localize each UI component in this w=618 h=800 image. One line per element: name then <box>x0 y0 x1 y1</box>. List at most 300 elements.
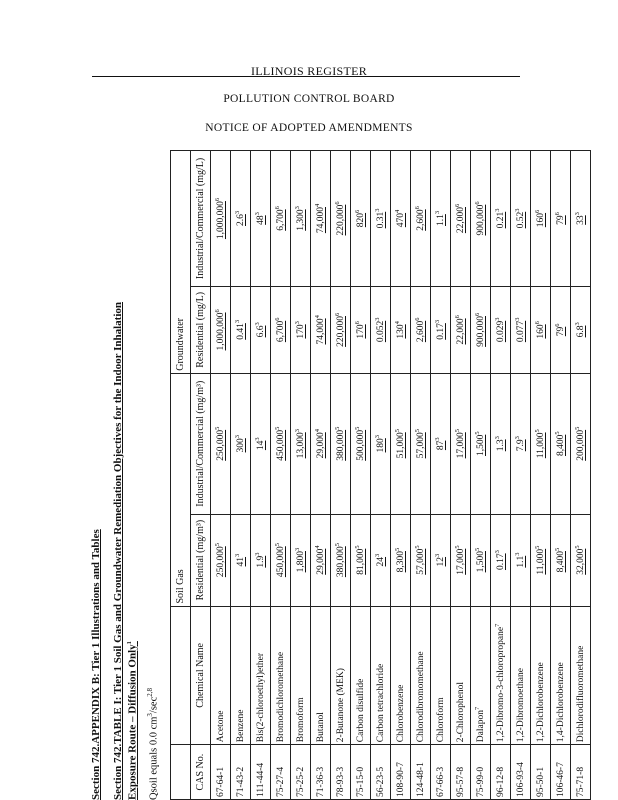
chemical-name-cell <box>231 606 251 745</box>
soil-gas-industrial-cell <box>431 373 451 514</box>
groundwater-residential-value: 900,000 <box>476 316 487 347</box>
soil-gas-residential-value: 450,000 <box>276 546 287 578</box>
soil-gas-industrial-value: 13,000 <box>296 432 307 459</box>
groundwater-residential-value: 0.17 <box>436 323 447 340</box>
soil-gas-residential-value: 1,800 <box>296 551 307 573</box>
groundwater-residential-cell <box>551 286 571 373</box>
table-row <box>271 151 291 800</box>
groundwater-industrial-value: 220,000 <box>336 204 347 236</box>
soil-gas-residential-value: 1.1 <box>516 555 527 568</box>
chemical-name-footnote: 7 <box>494 623 502 627</box>
header-gw-industrial: Industrial/Commercial (mg/L) <box>191 151 211 287</box>
value-footnote: 6 <box>414 206 422 210</box>
groundwater-industrial-cell <box>571 151 591 287</box>
groundwater-industrial-cell <box>511 151 531 287</box>
value-footnote: 5 <box>554 547 562 552</box>
table-row <box>251 151 271 800</box>
value-footnote: 6 <box>274 206 282 210</box>
table-title-text: Exposure Route – Diffusion Only <box>126 644 139 800</box>
header-sg-residential: Residential (mg/m³) <box>191 514 211 606</box>
groundwater-industrial-value: 74,000 <box>316 207 327 234</box>
groundwater-industrial-cell <box>231 151 251 287</box>
table-row <box>471 151 491 800</box>
value-footnote: 3 <box>374 434 382 439</box>
value-footnote: 3 <box>234 434 242 439</box>
groundwater-residential-cell <box>431 286 451 373</box>
soil-gas-industrial-cell <box>511 373 531 514</box>
soil-gas-industrial-value: 14 <box>256 440 267 451</box>
soil-gas-industrial-cell <box>271 373 291 514</box>
value-footnote: 5 <box>554 431 562 435</box>
groundwater-residential-cell <box>391 286 411 373</box>
groundwater-residential-value: 1,000,000 <box>216 312 227 351</box>
chemical-name-cell <box>251 606 271 745</box>
groundwater-residential-value: 220,000 <box>336 316 347 347</box>
soil-gas-residential-cell <box>311 514 331 606</box>
table-row <box>571 151 591 800</box>
soil-gas-residential-value: 8,300 <box>396 551 407 573</box>
value-footnote: 6 <box>474 201 482 205</box>
value-footnote: 3 <box>254 322 262 326</box>
groundwater-industrial-cell <box>251 151 271 287</box>
value-footnote: 5 <box>354 426 362 430</box>
groundwater-industrial-cell <box>551 151 571 287</box>
value-footnote: 3 <box>234 210 242 215</box>
soil-gas-industrial-cell <box>571 373 591 514</box>
groundwater-residential-cell <box>511 286 531 373</box>
groundwater-residential-value: 160 <box>536 324 547 339</box>
value-footnote: 3 <box>234 319 242 324</box>
groundwater-residential-cell <box>531 286 551 373</box>
value-footnote: 3 <box>254 552 262 556</box>
soil-gas-residential-value: 0.17 <box>496 553 507 571</box>
chemical-name-cell <box>371 606 391 745</box>
value-footnote: 3 <box>254 437 262 441</box>
value-footnote: 6 <box>454 203 462 207</box>
groundwater-industrial-value: 0.31 <box>376 211 387 229</box>
soil-gas-residential-cell <box>211 514 231 606</box>
groundwater-residential-cell <box>571 286 591 373</box>
header-cas: CAS No. <box>191 745 211 800</box>
soil-gas-industrial-cell <box>371 373 391 514</box>
value-footnote: 3 <box>434 553 442 557</box>
soil-gas-industrial-cell <box>551 373 571 514</box>
soil-gas-residential-cell <box>291 514 311 606</box>
table-title-line2 <box>126 641 139 800</box>
groundwater-residential-value: 6,700 <box>276 320 287 343</box>
soil-gas-residential-cell <box>511 514 531 606</box>
soil-gas-residential-value: 57,000 <box>416 548 427 575</box>
soil-gas-residential-cell <box>371 514 391 606</box>
soil-gas-residential-cell <box>231 514 251 606</box>
chemical-name-cell <box>571 606 591 745</box>
table-row <box>411 151 431 800</box>
groundwater-industrial-value: 33 <box>576 215 587 225</box>
chemical-name-cell <box>351 606 371 745</box>
value-footnote: 6 <box>274 317 282 321</box>
value-footnote: 5 <box>334 426 342 430</box>
groundwater-residential-cell <box>211 286 231 373</box>
board-header: POLLUTION CONTROL BOARD <box>223 93 395 105</box>
groundwater-residential-cell <box>491 286 511 373</box>
groundwater-residential-value: 0.077 <box>516 320 527 343</box>
soil-gas-industrial-value: 29,000 <box>316 432 327 459</box>
soil-gas-residential-cell <box>551 514 571 606</box>
cas-number-cell: 95-50-1 <box>531 745 551 800</box>
chemical-name: Acetone <box>215 710 226 743</box>
groundwater-residential-cell <box>451 286 471 373</box>
value-footnote: 4 <box>394 321 402 325</box>
soil-gas-industrial-value: 8,400 <box>556 434 567 457</box>
soil-gas-industrial-value: 300 <box>236 438 247 453</box>
value-footnote: 3 <box>294 429 302 433</box>
cas-number-cell: 106-46-7 <box>551 745 571 800</box>
chemical-name-cell <box>291 606 311 745</box>
chemical-name-cell <box>211 606 231 745</box>
groundwater-industrial-value: 900,000 <box>476 204 487 236</box>
header-gw-residential: Residential (mg/L) <box>191 286 211 373</box>
value-footnote: 6 <box>474 312 482 317</box>
value-footnote: 3 <box>514 436 522 440</box>
groundwater-industrial-cell <box>431 151 451 287</box>
chemical-name: 1,2-Dichlorobenzene <box>535 662 546 743</box>
groundwater-residential-value: 2,600 <box>416 320 427 343</box>
groundwater-residential-value: 130 <box>396 324 407 339</box>
qsoil-text: Qsoil equals 0.0 cm <box>148 716 160 800</box>
cas-number-cell: 95-57-8 <box>451 745 471 800</box>
groundwater-residential-value: 0.029 <box>496 320 507 343</box>
soil-gas-industrial-cell <box>331 373 351 514</box>
value-footnote: 5 <box>534 545 542 549</box>
groundwater-residential-cell <box>311 286 331 373</box>
value-footnote: 5 <box>574 426 582 430</box>
groundwater-industrial-value: 1,000,000 <box>216 201 227 240</box>
value-footnote: 5 <box>414 429 422 433</box>
table-row <box>311 151 331 800</box>
soil-gas-industrial-cell <box>471 373 491 514</box>
soil-gas-industrial-value: 450,000 <box>276 429 287 461</box>
value-footnote: 6 <box>414 317 422 321</box>
table-row <box>291 151 311 800</box>
chemical-name-cell <box>551 606 571 745</box>
table-row <box>491 151 511 800</box>
chemical-name: Carbon tetrachloride <box>375 663 386 743</box>
groundwater-residential-cell <box>291 286 311 373</box>
chemical-name-cell <box>511 606 531 745</box>
groundwater-industrial-value: 22,000 <box>456 207 467 234</box>
chemical-name-cell <box>411 606 431 745</box>
value-footnote: 3 <box>494 208 502 212</box>
value-footnote: 4 <box>314 429 322 433</box>
value-footnote: 3 <box>574 212 582 216</box>
groundwater-industrial-cell <box>391 151 411 287</box>
groundwater-industrial-value: 6,700 <box>276 209 287 231</box>
chemical-name: Dalapon <box>476 710 487 743</box>
value-footnote: 3 <box>494 436 502 440</box>
table-row <box>551 151 571 800</box>
value-footnote: 5 <box>454 545 462 549</box>
soil-gas-industrial-value: 11,000 <box>536 432 547 459</box>
groundwater-industrial-cell <box>291 151 311 287</box>
value-footnote: 6 <box>554 323 562 327</box>
soil-gas-residential-value: 17,000 <box>456 548 467 575</box>
chemical-name: Chlorobenzene <box>395 684 406 743</box>
groundwater-industrial-value: 2.6 <box>236 214 247 226</box>
groundwater-industrial-cell <box>451 151 471 287</box>
soil-gas-residential-cell <box>351 514 371 606</box>
groundwater-residential-cell <box>331 286 351 373</box>
soil-gas-residential-value: 29,000 <box>316 548 327 575</box>
soil-gas-residential-value: 32,000 <box>576 548 587 575</box>
groundwater-residential-cell <box>371 286 391 373</box>
soil-gas-residential-value: 81,000 <box>356 548 367 575</box>
chemical-name-footnote: 7 <box>474 706 482 710</box>
soil-gas-residential-cell <box>271 514 291 606</box>
value-footnote: 5 <box>574 545 582 549</box>
chemical-name-cell <box>331 606 351 745</box>
cas-number-cell: 75-71-8 <box>571 745 591 800</box>
chemical-name: 2-Chlorophenol <box>455 682 466 743</box>
value-footnote: 5 <box>274 426 282 430</box>
soil-gas-industrial-value: 380,000 <box>336 429 347 461</box>
value-footnote: 5 <box>454 429 462 433</box>
groundwater-industrial-cell <box>211 151 231 287</box>
soil-gas-residential-cell <box>251 514 271 606</box>
soil-gas-residential-value: 41 <box>236 556 247 567</box>
groundwater-residential-value: 0.41 <box>236 323 247 340</box>
groundwater-residential-value: 79 <box>556 326 567 337</box>
soil-gas-industrial-cell <box>231 373 251 514</box>
groundwater-industrial-value: 0.21 <box>496 211 507 229</box>
soil-gas-residential-value: 8,400 <box>556 551 567 573</box>
groundwater-industrial-value: 470 <box>396 212 407 228</box>
soil-gas-residential-value: 250,000 <box>216 546 227 578</box>
header-blank-cas <box>171 745 191 800</box>
value-footnote: 6 <box>354 209 362 213</box>
soil-gas-industrial-cell <box>391 373 411 514</box>
table-title-line1: Section 742.TABLE I: Tier 1 Soil Gas and Groundwater Remediation Objectives for the Indoor Inhalation <box>112 301 124 800</box>
groundwater-industrial-cell <box>411 151 431 287</box>
soil-gas-industrial-value: 250,000 <box>216 429 227 461</box>
soil-gas-residential-cell <box>571 514 591 606</box>
value-footnote: 3 <box>374 208 382 212</box>
soil-gas-industrial-value: 17,000 <box>456 432 467 459</box>
table-title-footnote: 1 <box>126 641 133 645</box>
soil-gas-industrial-value: 87 <box>436 440 447 451</box>
soil-gas-residential-cell <box>331 514 351 606</box>
value-footnote: 3 <box>434 319 442 324</box>
soil-gas-industrial-cell <box>451 373 471 514</box>
table-row <box>351 151 371 800</box>
soil-gas-residential-cell <box>491 514 511 606</box>
soil-gas-industrial-value: 1.3 <box>496 439 507 452</box>
groundwater-industrial-cell <box>491 151 511 287</box>
groundwater-residential-value: 0.052 <box>376 320 387 343</box>
soil-gas-residential-value: 11,000 <box>536 548 547 575</box>
soil-gas-residential-cell <box>411 514 431 606</box>
value-footnote: 5 <box>414 545 422 549</box>
groundwater-residential-value: 6.6 <box>256 325 267 338</box>
soil-gas-residential-value: 12 <box>436 556 447 567</box>
value-footnote: 5 <box>214 543 222 547</box>
groundwater-residential-cell <box>231 286 251 373</box>
value-footnote: 3 <box>574 322 582 326</box>
chemical-name: Benzene <box>235 709 246 743</box>
chemical-name: 1,2-Dibromo-3-chloropropane <box>496 626 507 743</box>
soil-gas-industrial-value: 51,000 <box>396 432 407 459</box>
groundwater-residential-cell <box>271 286 291 373</box>
value-footnote: 6 <box>354 321 362 325</box>
soil-gas-industrial-cell <box>411 373 431 514</box>
groundwater-industrial-cell <box>271 151 291 287</box>
header-rule <box>92 76 520 77</box>
groundwater-industrial-cell <box>531 151 551 287</box>
groundwater-residential-cell <box>351 286 371 373</box>
value-footnote: 5 <box>214 426 222 430</box>
chemical-name-cell <box>311 606 331 745</box>
soil-gas-residential-value: 380,000 <box>336 546 347 578</box>
qsoil-exp2: 2,8 <box>146 688 154 697</box>
cas-number-cell: 75-15-0 <box>351 745 371 800</box>
value-footnote: 5 <box>334 543 342 547</box>
groundwater-industrial-cell <box>331 151 351 287</box>
soil-gas-industrial-value: 180 <box>376 438 387 453</box>
groundwater-residential-value: 74,000 <box>316 318 327 345</box>
groundwater-residential-value: 22,000 <box>456 318 467 345</box>
groundwater-industrial-cell <box>371 151 391 287</box>
soil-gas-industrial-value: 200,000 <box>576 429 587 461</box>
soil-gas-residential-value: 24 <box>376 556 387 567</box>
cas-number-cell: 71-43-2 <box>231 745 251 800</box>
chemical-name-cell <box>491 606 511 745</box>
value-footnote: 6 <box>214 309 222 313</box>
value-footnote: 3 <box>234 553 242 557</box>
groundwater-industrial-cell <box>351 151 371 287</box>
chemical-name: Bis(2-chloroethyl)ether <box>255 653 266 743</box>
qsoil-exp1: 3 <box>146 713 154 717</box>
soil-gas-residential-cell <box>531 514 551 606</box>
value-footnote: 6 <box>214 197 222 202</box>
remediation-objectives-table <box>170 150 591 800</box>
soil-gas-residential-cell <box>471 514 491 606</box>
groundwater-residential-value: 170 <box>296 324 307 339</box>
value-footnote: 4 <box>314 545 322 549</box>
groundwater-industrial-value: 1.1 <box>436 214 447 226</box>
value-footnote: 6 <box>554 212 562 216</box>
value-footnote: 3 <box>294 206 302 210</box>
soil-gas-residential-value: 1.9 <box>256 555 267 568</box>
value-footnote: 3 <box>494 317 502 321</box>
rotated-table-page <box>90 150 587 800</box>
soil-gas-industrial-cell <box>291 373 311 514</box>
value-footnote: 3 <box>374 553 382 557</box>
value-footnote: 6 <box>534 321 542 325</box>
qsoil-mid: /sec <box>148 696 160 714</box>
value-footnote: 6 <box>334 201 342 205</box>
groundwater-industrial-value: 1,300 <box>296 209 307 231</box>
value-footnote: 4 <box>314 203 322 207</box>
groundwater-industrial-value: 48 <box>256 215 267 225</box>
table-row <box>451 151 471 800</box>
value-footnote: 3 <box>514 552 522 556</box>
value-footnote: 3 <box>514 317 522 321</box>
chemical-name: Butanol <box>315 712 326 743</box>
value-footnote: 4 <box>394 209 402 213</box>
table-body <box>211 151 591 800</box>
groundwater-residential-cell <box>251 286 271 373</box>
value-footnote: 5 <box>474 431 482 435</box>
qsoil-note <box>146 688 160 800</box>
value-footnote: 3 <box>254 212 262 216</box>
table-row <box>231 151 251 800</box>
chemical-name-cell <box>531 606 551 745</box>
groundwater-residential-value: 6.8 <box>576 325 587 338</box>
soil-gas-industrial-value: 500,000 <box>356 429 367 461</box>
soil-gas-residential-cell <box>391 514 411 606</box>
chemical-name-cell <box>471 606 491 745</box>
soil-gas-residential-cell <box>431 514 451 606</box>
value-footnote: 5 <box>534 429 542 433</box>
table-row <box>391 151 411 800</box>
cas-number-cell: 106-93-4 <box>511 745 531 800</box>
register-header: ILLINOIS REGISTER <box>250 64 368 78</box>
value-footnote: 3 <box>514 208 522 212</box>
groundwater-industrial-value: 2,600 <box>416 209 427 231</box>
header-sg-industrial: Industrial/Commercial (mg/m³) <box>191 373 211 514</box>
soil-gas-residential-cell <box>451 514 471 606</box>
cas-number-cell: 96-12-8 <box>491 745 511 800</box>
value-footnote: 3 <box>294 321 302 325</box>
soil-gas-industrial-cell <box>491 373 511 514</box>
soil-gas-industrial-cell <box>351 373 371 514</box>
value-footnote: 5 <box>354 545 362 549</box>
chemical-name: Chloroform <box>435 697 446 743</box>
value-footnote: 3 <box>434 437 442 441</box>
chemical-name: Dichlorodifluoromethane <box>575 645 586 743</box>
cas-number-cell: 75-25-2 <box>291 745 311 800</box>
cas-number-cell: 124-48-1 <box>411 745 431 800</box>
header-soil-gas: Soil Gas <box>171 373 191 606</box>
chemical-name: 1,2-Dibromoethane <box>515 668 526 743</box>
value-footnote: 5 <box>394 429 402 433</box>
header-groundwater: Groundwater <box>171 151 191 374</box>
chemical-name: Carbon disulfide <box>355 678 366 743</box>
value-footnote: 3 <box>494 550 502 554</box>
value-footnote: 6 <box>454 315 462 319</box>
chemical-name: Bromoform <box>295 697 306 743</box>
table-row <box>531 151 551 800</box>
value-footnote: 3 <box>294 547 302 552</box>
chemical-name-cell <box>451 606 471 745</box>
soil-gas-industrial-value: 57,000 <box>416 432 427 459</box>
value-footnote: 5 <box>274 543 282 547</box>
cas-number-cell: 56-23-5 <box>371 745 391 800</box>
cas-number-cell: 75-27-4 <box>271 745 291 800</box>
cas-number-cell: 108-90-7 <box>391 745 411 800</box>
value-footnote: 6 <box>534 209 542 213</box>
chemical-name-cell <box>391 606 411 745</box>
groundwater-residential-cell <box>471 286 491 373</box>
groundwater-industrial-value: 0.52 <box>516 211 527 229</box>
section-title: Section 742.APPENDIX B: Tier 1 Illustrations and Tables <box>90 529 102 800</box>
groundwater-industrial-value: 820 <box>356 212 367 228</box>
cas-number-cell: 75-99-0 <box>471 745 491 800</box>
value-footnote: 3 <box>434 210 442 215</box>
chemical-name-cell <box>431 606 451 745</box>
table-row <box>211 151 231 800</box>
table-row <box>331 151 351 800</box>
cas-number-cell: 67-64-1 <box>211 745 231 800</box>
